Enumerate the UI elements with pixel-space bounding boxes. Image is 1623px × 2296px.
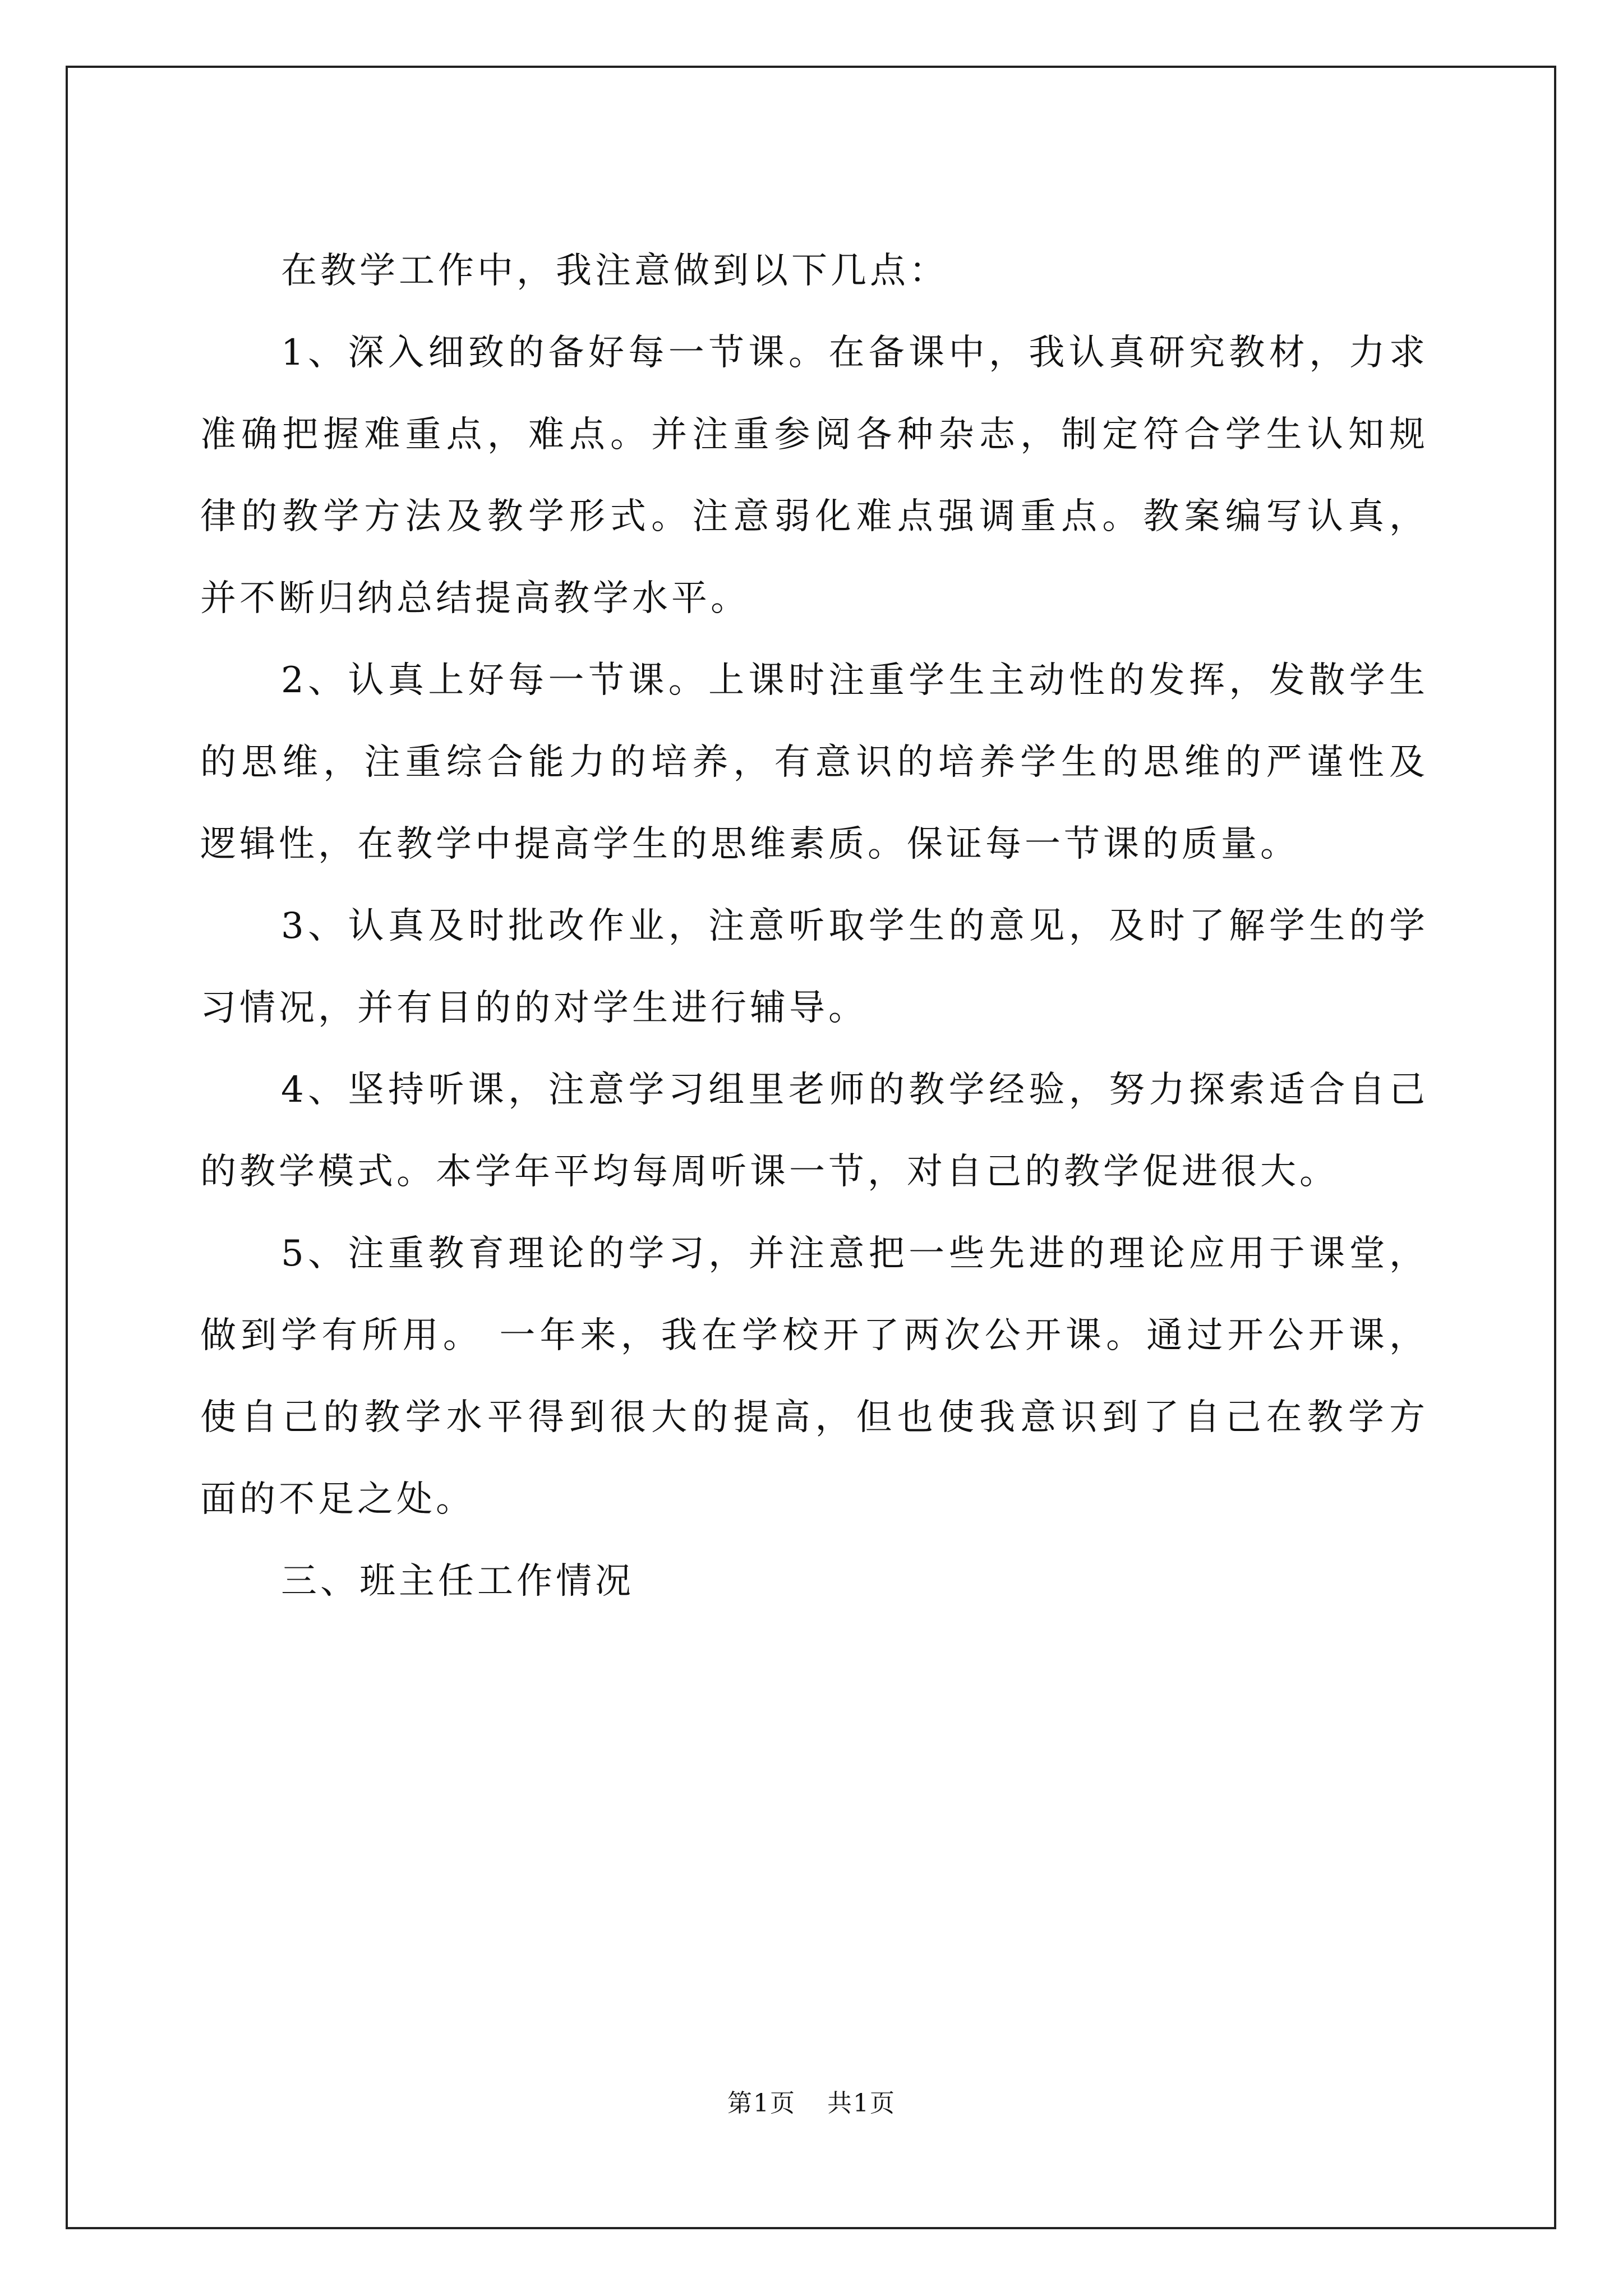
paragraph-1-line: 律的教学方法及教学形式。注意弱化难点强调重点。教案编写认真， — [200, 496, 1428, 537]
page-footer — [0, 2087, 1623, 2120]
document-body — [200, 230, 1428, 1622]
paragraph-2-line: 的思维，注重综合能力的培养，有意识的培养学生的思维的严谨性及 — [200, 742, 1428, 783]
page-number: 第1页 — [727, 2089, 796, 2118]
paragraph-5-line: 做到学有所用。 一年来，我在学校开了两次公开课。通过开公开课， — [200, 1315, 1428, 1356]
paragraph-3-line: 3、认真及时批改作业，注意听取学生的意见，及时了解学生的学 — [281, 905, 1428, 947]
paragraph-1-line: 1、深入细致的备好每一节课。在备课中，我认真研究教材，力求 — [281, 332, 1428, 374]
paragraph-2-line: 2、认真上好每一节课。上课时注重学生主动性的发挥，发散学生 — [281, 660, 1428, 701]
paragraph-5-line: 使自己的教学水平得到很大的提高，但也使我意识到了自己在教学方 — [200, 1397, 1428, 1438]
paragraph-2-line: 逻辑性，在教学中提高学生的思维素质。保证每一节课的质量。 — [200, 823, 1299, 865]
paragraph-5-line: 面的不足之处。 — [200, 1479, 475, 1520]
paragraph-1-line: 并不断归纳总结提高教学水平。 — [200, 578, 750, 619]
paragraph-4-line: 的教学模式。本学年平均每周听课一节，对自己的教学促进很大。 — [200, 1151, 1339, 1193]
paragraph-4-line: 4、坚持听课，注意学习组里老师的教学经验，努力探索适合自己 — [281, 1069, 1428, 1111]
page-total: 共1页 — [827, 2089, 896, 2118]
paragraph-intro-line: 在教学工作中，我注意做到以下几点： — [281, 250, 948, 292]
section-heading: 三、班主任工作情况 — [281, 1561, 634, 1602]
paragraph-3-line: 习情况，并有目的的对学生进行辅导。 — [200, 987, 868, 1029]
paragraph-5-line: 5、注重教育理论的学习，并注意把一些先进的理论应用于课堂， — [281, 1233, 1428, 1274]
paragraph-1-line: 准确把握难重点，难点。并注重参阅各种杂志，制定符合学生认知规 — [200, 414, 1428, 455]
